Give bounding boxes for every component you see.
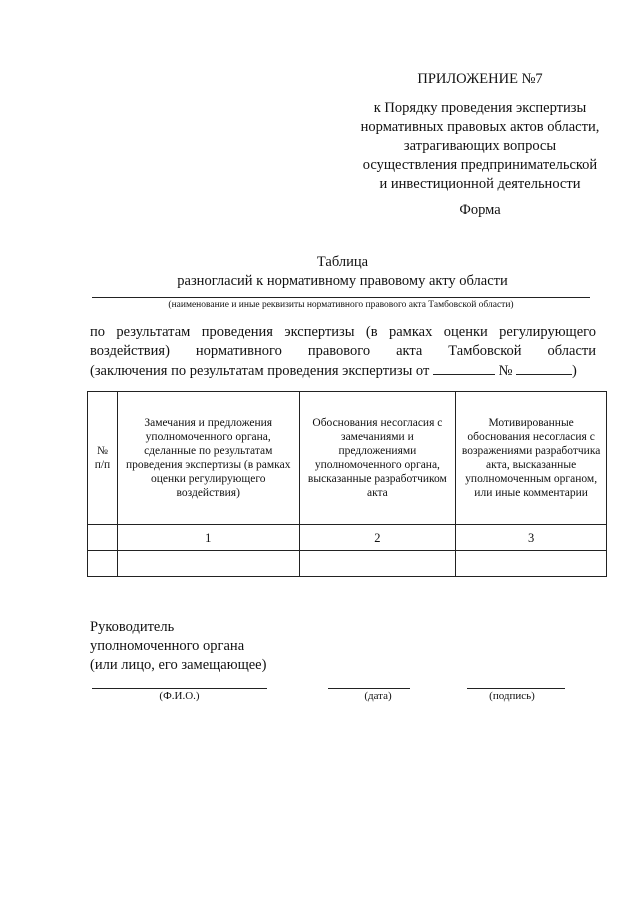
table-cell bbox=[299, 551, 456, 577]
table-row bbox=[88, 551, 607, 577]
header-reasoned-objections: Мотивированные обоснования несогласия с возражениями разработчика акта, высказанные уполномоченным органом, или иные комментарии bbox=[456, 392, 607, 525]
intro-line-2: воздействия) нормативного правового акта Тамбовской области bbox=[90, 343, 596, 359]
form-label: Форма bbox=[459, 202, 501, 218]
table-cell bbox=[456, 551, 607, 577]
fio-caption: (Ф.И.О.) bbox=[159, 690, 200, 702]
header-remarks: Замечания и предложения уполномоченного органа, сделанные по результатам проведения экспертизы (в рамках оценки регулирующего воздействия) bbox=[117, 392, 299, 525]
date-caption: (дата) bbox=[364, 690, 392, 702]
table-title-line2: разногласий к нормативному правовому акту области bbox=[177, 273, 508, 289]
table-cell bbox=[88, 525, 118, 551]
appendix-block bbox=[330, 70, 630, 194]
act-name-field-line bbox=[92, 297, 590, 298]
appendix-line: осуществления предпринимательской bbox=[362, 157, 598, 173]
disagreements-table bbox=[87, 391, 607, 577]
appendix-title: ПРИЛОЖЕНИЕ №7 bbox=[417, 71, 543, 87]
date-line bbox=[328, 688, 410, 689]
header-number: № п/п bbox=[88, 392, 118, 525]
intro-line-3 bbox=[90, 361, 596, 381]
table-cell: 2 bbox=[299, 525, 456, 551]
appendix-line: к Порядку проведения экспертизы bbox=[373, 100, 587, 116]
number-sign: № bbox=[498, 363, 513, 379]
table-header-row bbox=[88, 392, 607, 525]
intro-line-1: по результатам проведения экспертизы (в рамках оценки регулирующего bbox=[90, 324, 596, 340]
intro-line-3-prefix: (заключения по результатам проведения экспертизы от bbox=[90, 363, 430, 379]
signature-caption: (подпись) bbox=[489, 690, 535, 702]
table-title bbox=[90, 253, 595, 291]
intro-line-3-suffix: ) bbox=[572, 363, 577, 379]
table-title-line1: Таблица bbox=[316, 254, 369, 270]
fio-line bbox=[92, 688, 267, 689]
table-cell: 3 bbox=[456, 525, 607, 551]
signatory-line: (или лицо, его замещающее) bbox=[90, 657, 267, 673]
appendix-line: затрагивающих вопросы bbox=[403, 138, 557, 154]
signature-line bbox=[467, 688, 565, 689]
appendix-line: нормативных правовых актов области, bbox=[360, 119, 600, 135]
table-number-row bbox=[88, 525, 607, 551]
signatory-line: уполномоченного органа bbox=[90, 638, 245, 654]
number-blank bbox=[516, 361, 572, 375]
header-developer-objections: Обоснования несогласия с замечаниями и предложениями уполномоченного органа, высказанные разработчиком акта bbox=[299, 392, 456, 525]
appendix-line: и инвестиционной деятельности bbox=[379, 176, 581, 192]
table-cell bbox=[88, 551, 118, 577]
table-cell: 1 bbox=[117, 525, 299, 551]
signatory-line: Руководитель bbox=[90, 619, 175, 635]
act-name-caption: (наименование и иные реквизиты нормативного правового акта Тамбовской области) bbox=[168, 300, 514, 310]
table-cell bbox=[117, 551, 299, 577]
signatory-block bbox=[90, 618, 266, 675]
intro-paragraph bbox=[90, 323, 596, 381]
date-blank bbox=[433, 361, 495, 375]
